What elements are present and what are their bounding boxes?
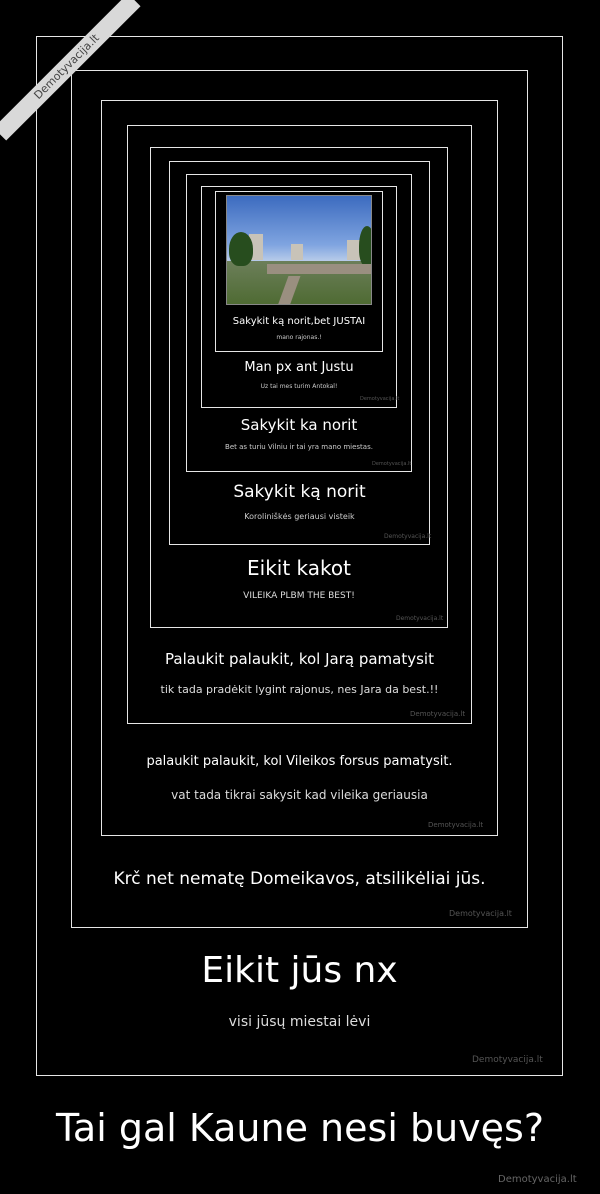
level8-title: Krč net nematę Domeikavos, atsilikėliai jūs. (113, 869, 486, 889)
photo-caption: Sakykit ką norit,bet JUSTAI (232, 316, 366, 327)
watermark-level6: Demotyvacija.lt (410, 710, 466, 718)
level3-title: Sakykit ka norit (240, 416, 358, 434)
level7-subtitle: vat tada tikrai sakysit kad vileika geriausia (171, 788, 428, 802)
level2-subtitle: Uz tai mes turim Antokal! (260, 383, 338, 390)
watermark-level7: Demotyvacija.lt (428, 821, 484, 829)
city-photo (226, 195, 372, 305)
watermark-level5: Demotyvacija.lt (396, 615, 444, 622)
photo-subcaption: mano rajonas.! (276, 334, 322, 341)
watermark-outer: Demotyvacija.lt (498, 1174, 577, 1185)
level4-title: Sakykit ką norit (233, 482, 366, 502)
outer-title: Tai gal Kaune nesi buvęs? (56, 1106, 544, 1150)
watermark-level4: Demotyvacija.lt (384, 533, 432, 540)
level5-title: Eikit kakot (247, 556, 351, 580)
level3-subtitle: Bet as turiu Vilniu ir tai yra mano miestas. (225, 443, 373, 451)
watermark-level9: Demotyvacija.lt (472, 1055, 543, 1065)
level4-subtitle: Koroliniškės geriausi visteik (244, 512, 355, 521)
level2-title: Man px ant Justu (244, 360, 354, 375)
watermark-level3: Demotyvacija.lt (372, 461, 412, 467)
watermark-level8: Demotyvacija.lt (449, 909, 512, 918)
level6-title: Palaukit palaukit, kol Jarą pamatysit (165, 650, 434, 668)
level6-subtitle: tik tada pradėkit lygint rajonus, nes Jara da best.!! (160, 683, 439, 696)
level7-title: palaukit palaukit, kol Vileikos forsus pamatysit. (146, 754, 453, 769)
level5-subtitle: VILEIKA PLBM THE BEST! (243, 591, 355, 601)
watermark-level2: Demotyvacija.lt (360, 396, 400, 402)
level9-subtitle: visi jūsų miestai lėvi (228, 1014, 371, 1030)
corner-ribbon-logo: Demotyvacija.lt (0, 0, 141, 141)
level9-title: Eikit jūs nx (201, 950, 398, 991)
